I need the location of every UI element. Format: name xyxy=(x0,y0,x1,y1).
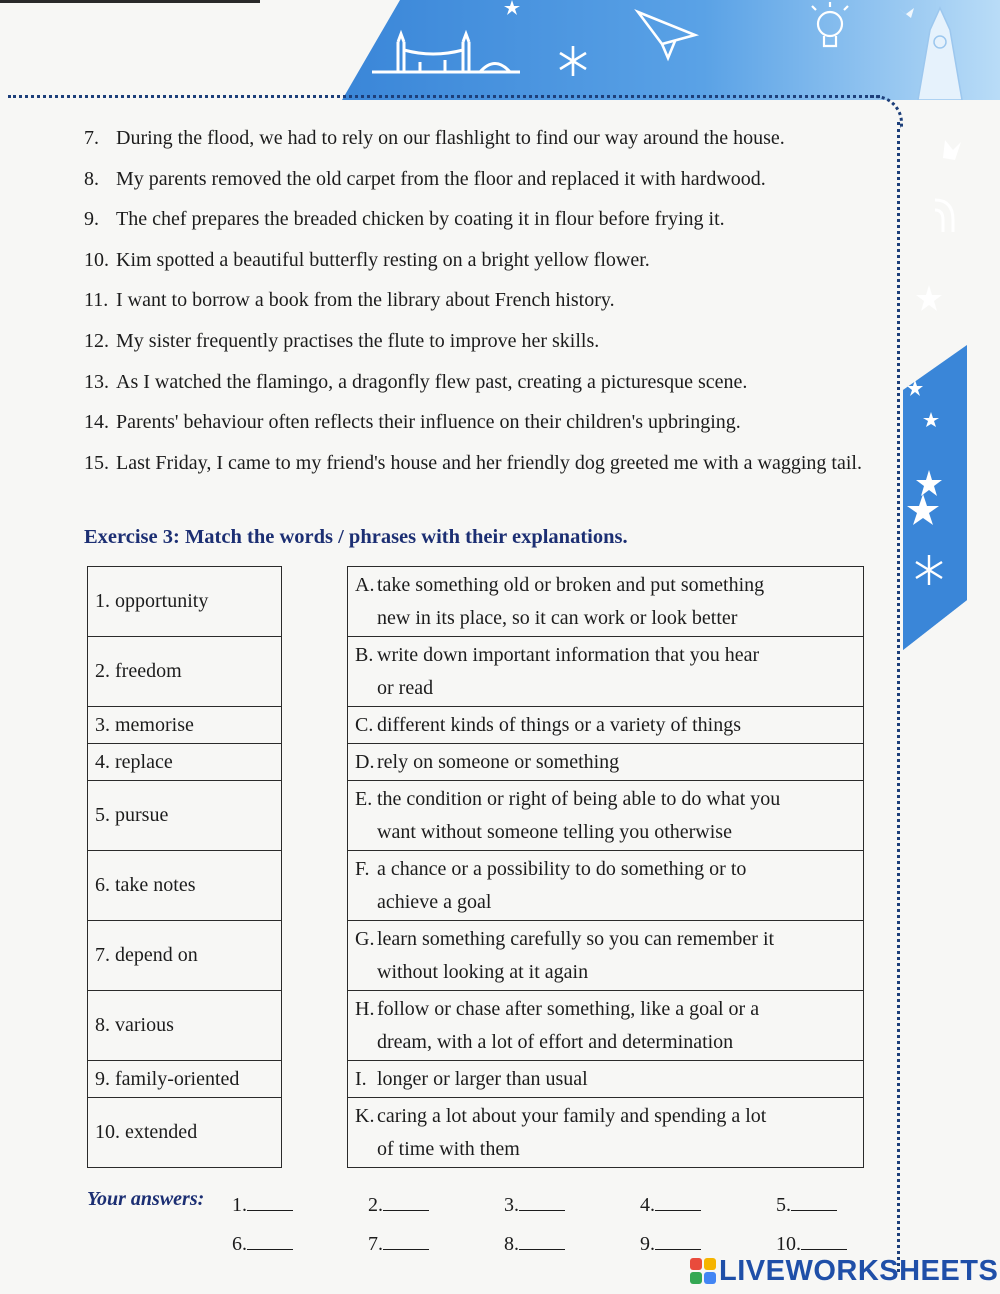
sentence-item xyxy=(84,321,874,362)
answer-number: 8. xyxy=(504,1233,519,1255)
definition-line: take something old or broken and put something xyxy=(377,573,765,596)
answer-blank[interactable] xyxy=(801,1231,847,1250)
definition-cell xyxy=(348,781,864,851)
word-cell: 9. family-oriented xyxy=(88,1061,282,1098)
word-cell: 7. depend on xyxy=(88,921,282,991)
answer-slot xyxy=(368,1192,429,1217)
sentence-text: I want to borrow a book from the library about French history. xyxy=(116,289,615,312)
sentence-number: 12. xyxy=(84,329,109,352)
your-answers-label: Your answers: xyxy=(87,1188,205,1210)
answer-slot xyxy=(368,1231,429,1256)
definition-letter: D. xyxy=(355,750,375,773)
definition-line: learn something carefully so you can remember it xyxy=(377,927,775,950)
definition-cell xyxy=(348,1061,864,1098)
answer-blank[interactable] xyxy=(383,1231,429,1250)
word-cell: 10. extended xyxy=(88,1098,282,1168)
header-banner-graphic xyxy=(0,0,1000,100)
answer-blank[interactable] xyxy=(247,1192,293,1211)
side-banner-graphic xyxy=(895,0,967,660)
word-cell: 4. replace xyxy=(88,744,282,781)
definition-line: the condition or right of being able to do what you xyxy=(377,787,781,810)
word-cell: 2. freedom xyxy=(88,637,282,707)
definition-letter: H. xyxy=(355,997,375,1020)
answer-number: 4. xyxy=(640,1194,655,1216)
definition-letter: E. xyxy=(355,787,373,810)
sentence-number: 15. xyxy=(84,451,109,474)
bird-icon xyxy=(943,140,961,160)
definition-letter: B. xyxy=(355,643,374,666)
definition-cell xyxy=(348,851,864,921)
liveworksheets-logo xyxy=(690,1253,998,1289)
word-cell: 1. opportunity xyxy=(88,567,282,637)
sentence-item xyxy=(84,362,874,403)
sentence-item xyxy=(84,159,874,200)
sentence-number: 14. xyxy=(84,411,109,434)
definition-letter: A. xyxy=(355,573,375,596)
definition-cell xyxy=(348,921,864,991)
word-cell: 3. memorise xyxy=(88,707,282,744)
definition-cell xyxy=(348,991,864,1061)
definition-letter: I. xyxy=(355,1067,367,1090)
sentence-list xyxy=(84,118,874,483)
definition-line: dream, with a lot of effort and determination xyxy=(377,1030,734,1053)
definition-cell xyxy=(348,637,864,707)
answer-number: 1. xyxy=(232,1194,247,1216)
answer-number: 6. xyxy=(232,1233,247,1255)
answer-slot xyxy=(640,1192,701,1217)
answer-blank[interactable] xyxy=(247,1231,293,1250)
answer-number: 7. xyxy=(368,1233,383,1255)
answer-blank[interactable] xyxy=(791,1192,837,1211)
answer-blank[interactable] xyxy=(519,1231,565,1250)
answer-blank[interactable] xyxy=(383,1192,429,1211)
answer-number: 9. xyxy=(640,1233,655,1255)
words-table xyxy=(87,566,282,1168)
dotted-border-top xyxy=(8,95,880,98)
sentence-text: Last Friday, I came to my friend's house and her friendly dog greeted me with a wagging tail. xyxy=(116,451,862,474)
definition-line: a chance or a possibility to do something or to xyxy=(377,857,747,880)
star-icon xyxy=(916,285,942,311)
word-cell: 8. various xyxy=(88,991,282,1061)
answer-slot xyxy=(232,1192,293,1217)
definition-line: different kinds of things or a variety of things xyxy=(377,713,742,736)
answer-slot xyxy=(504,1192,565,1217)
answer-blank[interactable] xyxy=(655,1231,701,1250)
definition-line: of time with them xyxy=(377,1137,520,1160)
sentence-number: 9. xyxy=(84,208,99,231)
definition-letter: C. xyxy=(355,713,374,736)
sentence-number: 7. xyxy=(84,127,99,149)
definition-line: want without someone telling you otherwise xyxy=(377,820,732,843)
sentence-item xyxy=(84,240,874,281)
sentence-item xyxy=(84,118,874,159)
definition-line: follow or chase after something, like a goal or a xyxy=(377,997,760,1020)
sentence-text: My sister frequently practises the flute to improve her skills. xyxy=(116,329,600,352)
word-cell: 6. take notes xyxy=(88,851,282,921)
sentence-item xyxy=(84,280,874,321)
sentence-text: Kim spotted a beautiful butterfly resting on a bright yellow flower. xyxy=(116,248,650,271)
sentence-number: 11. xyxy=(84,289,109,312)
definition-letter: G. xyxy=(355,927,375,950)
definition-line: achieve a goal xyxy=(377,890,492,913)
word-cell: 5. pursue xyxy=(88,781,282,851)
definition-cell xyxy=(348,744,864,781)
sentence-text: As I watched the flamingo, a dragonfly flew past, creating a picturesque scene. xyxy=(116,370,748,393)
definition-line: longer or larger than usual xyxy=(377,1067,588,1090)
sentence-text: Parents' behaviour often reflects their influence on their children's upbringing. xyxy=(116,411,741,434)
logo-text: LIVEWORKSHEETS xyxy=(719,1254,999,1287)
definition-letter: F. xyxy=(355,857,370,880)
answer-blank[interactable] xyxy=(655,1192,701,1211)
answer-slot xyxy=(232,1231,293,1256)
sentence-item xyxy=(84,443,874,484)
answer-slot xyxy=(776,1192,837,1217)
answer-number: 2. xyxy=(368,1194,383,1216)
definition-line: new in its place, so it can work or look better xyxy=(377,606,738,629)
answer-slot xyxy=(504,1231,565,1256)
answer-number: 3. xyxy=(504,1194,519,1216)
definition-line: caring a lot about your family and spending a lot xyxy=(377,1104,767,1127)
definition-line: without looking at it again xyxy=(377,960,589,983)
top-rule xyxy=(0,0,260,3)
definitions-table xyxy=(347,566,864,1168)
logo-mark-icon xyxy=(690,1258,716,1284)
side-decoration xyxy=(895,0,967,660)
sentence-text: My parents removed the old carpet from the floor and replaced it with hardwood. xyxy=(116,167,766,190)
sentence-number: 8. xyxy=(84,167,99,190)
sentence-item xyxy=(84,199,874,240)
answer-number: 10. xyxy=(776,1233,801,1255)
answer-number: 5. xyxy=(776,1194,791,1216)
definition-letter: K. xyxy=(355,1104,375,1127)
definition-line: or read xyxy=(377,676,434,699)
answers-label xyxy=(87,1188,204,1211)
definition-line: write down important information that you hear xyxy=(377,643,760,666)
sentence-number: 10. xyxy=(84,248,109,271)
sentence-item xyxy=(84,402,874,443)
header-decoration xyxy=(0,0,1000,100)
answer-blank[interactable] xyxy=(519,1192,565,1211)
sentence-number: 13. xyxy=(84,370,109,393)
horseshoe-icon xyxy=(935,200,953,232)
exercise-title: Exercise 3: Match the words / phrases with their explanations. xyxy=(84,526,628,548)
definition-line: rely on someone or something xyxy=(377,750,620,773)
definition-cell xyxy=(348,1098,864,1168)
sentence-text: The chef prepares the breaded chicken by coating it in flour before frying it. xyxy=(116,208,725,231)
definition-cell xyxy=(348,567,864,637)
sentence-text: During the flood, we had to rely on our flashlight to find our way around the house. xyxy=(116,127,785,149)
definition-cell xyxy=(348,707,864,744)
